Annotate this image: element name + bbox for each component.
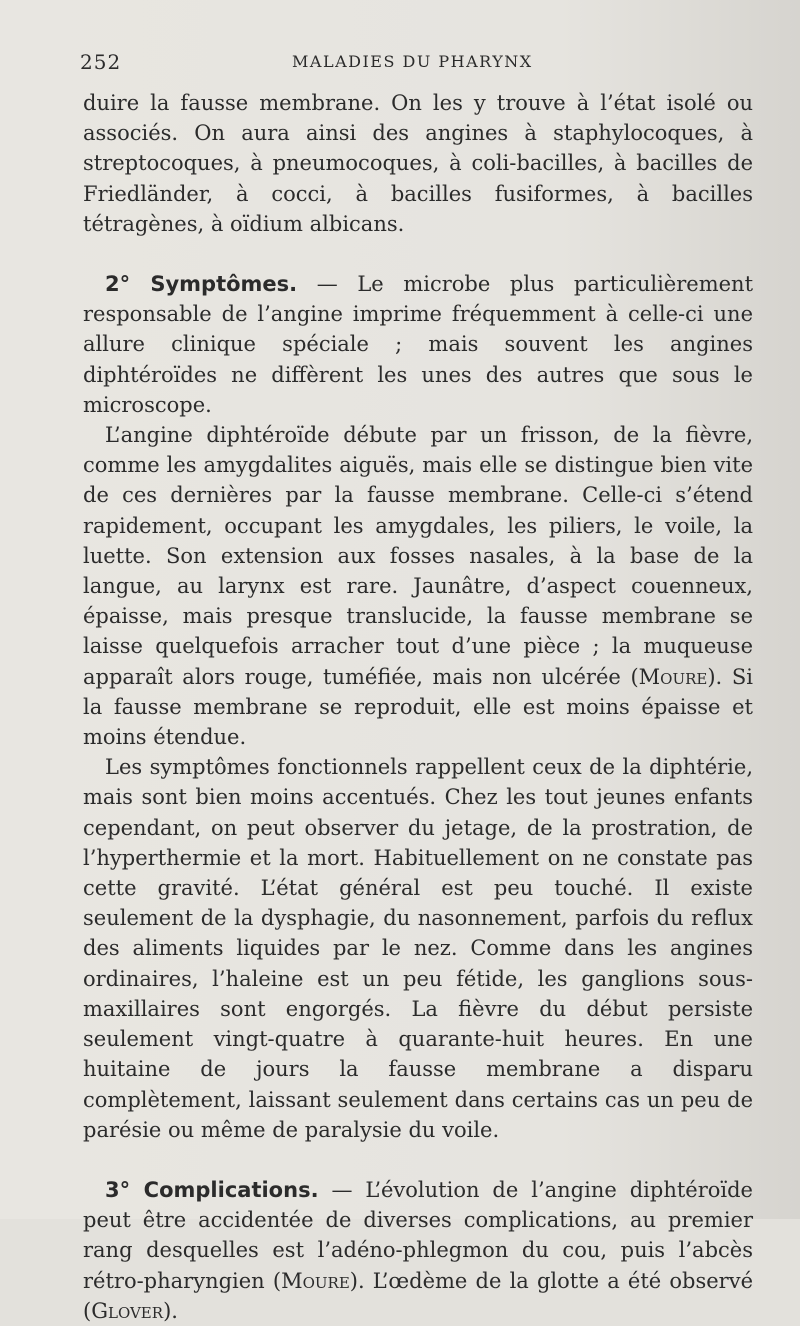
page-number: 252 [80,50,122,74]
paragraph-text: — L’évolution de l’angine diphtéroïde peut être accidentée de diverses complications, au premier rang desquelles est l’adéno-phlegmon du cou, puis l’abcès rétro-pharyngien ( [83,1177,753,1293]
paragraph-complications [83,1175,753,1326]
paragraph-text: — Le microbe plus particulièrement responsable de l’angine imprime fréquemment à celle-ci une allure clinique spéciale ; mais souvent les angines diphtéroïdes ne diffèrent les unes des autres que sous le microscope. [83,272,754,417]
paragraph-text: duire la fausse membrane. On les y trouve à l’état isolé ou associés. On aura ainsi des angines à staphylocoques, à streptocoques, à pneumocoques, à coli-bacilles, à bacilles de Friedländer, à cocci, à bacilles fusiformes, à bacilles tétragènes, à oïdium albicans. [83,91,753,236]
author-name: Moure [638,664,708,689]
paragraph-symptomes-fonctionnels [83,752,753,1145]
section-heading-symptomes: 2° Symptômes. [105,272,298,297]
running-head [80,50,760,74]
chapter-title: MALADIES DU PHARYNX [292,52,533,71]
paragraph-continuation [83,88,753,239]
paragraph-text: ). L’œdème de la glotte a été observé ( [83,1268,754,1323]
paragraph-text: L’angine diphtéroïde débute par un frisson, de la fièvre, comme les amygdalites aiguës, mais elle se distingue bien vite de ces dernières par la fausse membrane. Celle-ci s’étend rapidement, occupant les amygdales, les piliers, le voile, la luette. Son extension aux fosses nasales, à la base de la langue, au larynx est rare. Jaunâtre, d’aspect couenneux, épaisse, mais presque translucide, la fausse membrane se laisse quelquefois arracher tout d’une pièce ; la muqueuse apparaît alors rouge, tuméfiée, mais non ulcérée ( [83,423,753,689]
paragraph-text: Les symptômes fonctionnels rappellent ceux de la diphtérie, mais sont bien moins accentués. Chez les tout jeunes enfants cependant, on peut observer du jetage, de la prostration, de l’hyperthermie et la mort. Habituellement on ne constate pas cette gravité. L’état général est peu touché. Il existe seulement de la dysphagie, du nasonnement, parfois du reflux des aliments liquides par le nez. Comme dans les angines ordinaires, l’haleine est un peu fétide, les ganglions sous-maxillaires sont engorgés. La fièvre du début persiste seulement vingt-quatre à quarante-huit heures. En une huitaine de jours la fausse membrane a disparu complètement, laissant seulement dans certains cas un peu de parésie ou même de paralysie du voile. [83,755,753,1142]
author-name: Glover [91,1298,164,1323]
paragraph-text: ). Si la fausse membrane se reproduit, elle est moins épaisse et moins étendue. [83,664,753,750]
paragraph-symptomes [83,269,753,420]
section-heading-complications: 3° Complications. [105,1177,319,1202]
author-name: Moure [281,1268,350,1293]
body-text [83,88,753,1326]
paragraph-text: ). [163,1298,178,1323]
paragraph-angine-diphteroide [83,420,753,752]
